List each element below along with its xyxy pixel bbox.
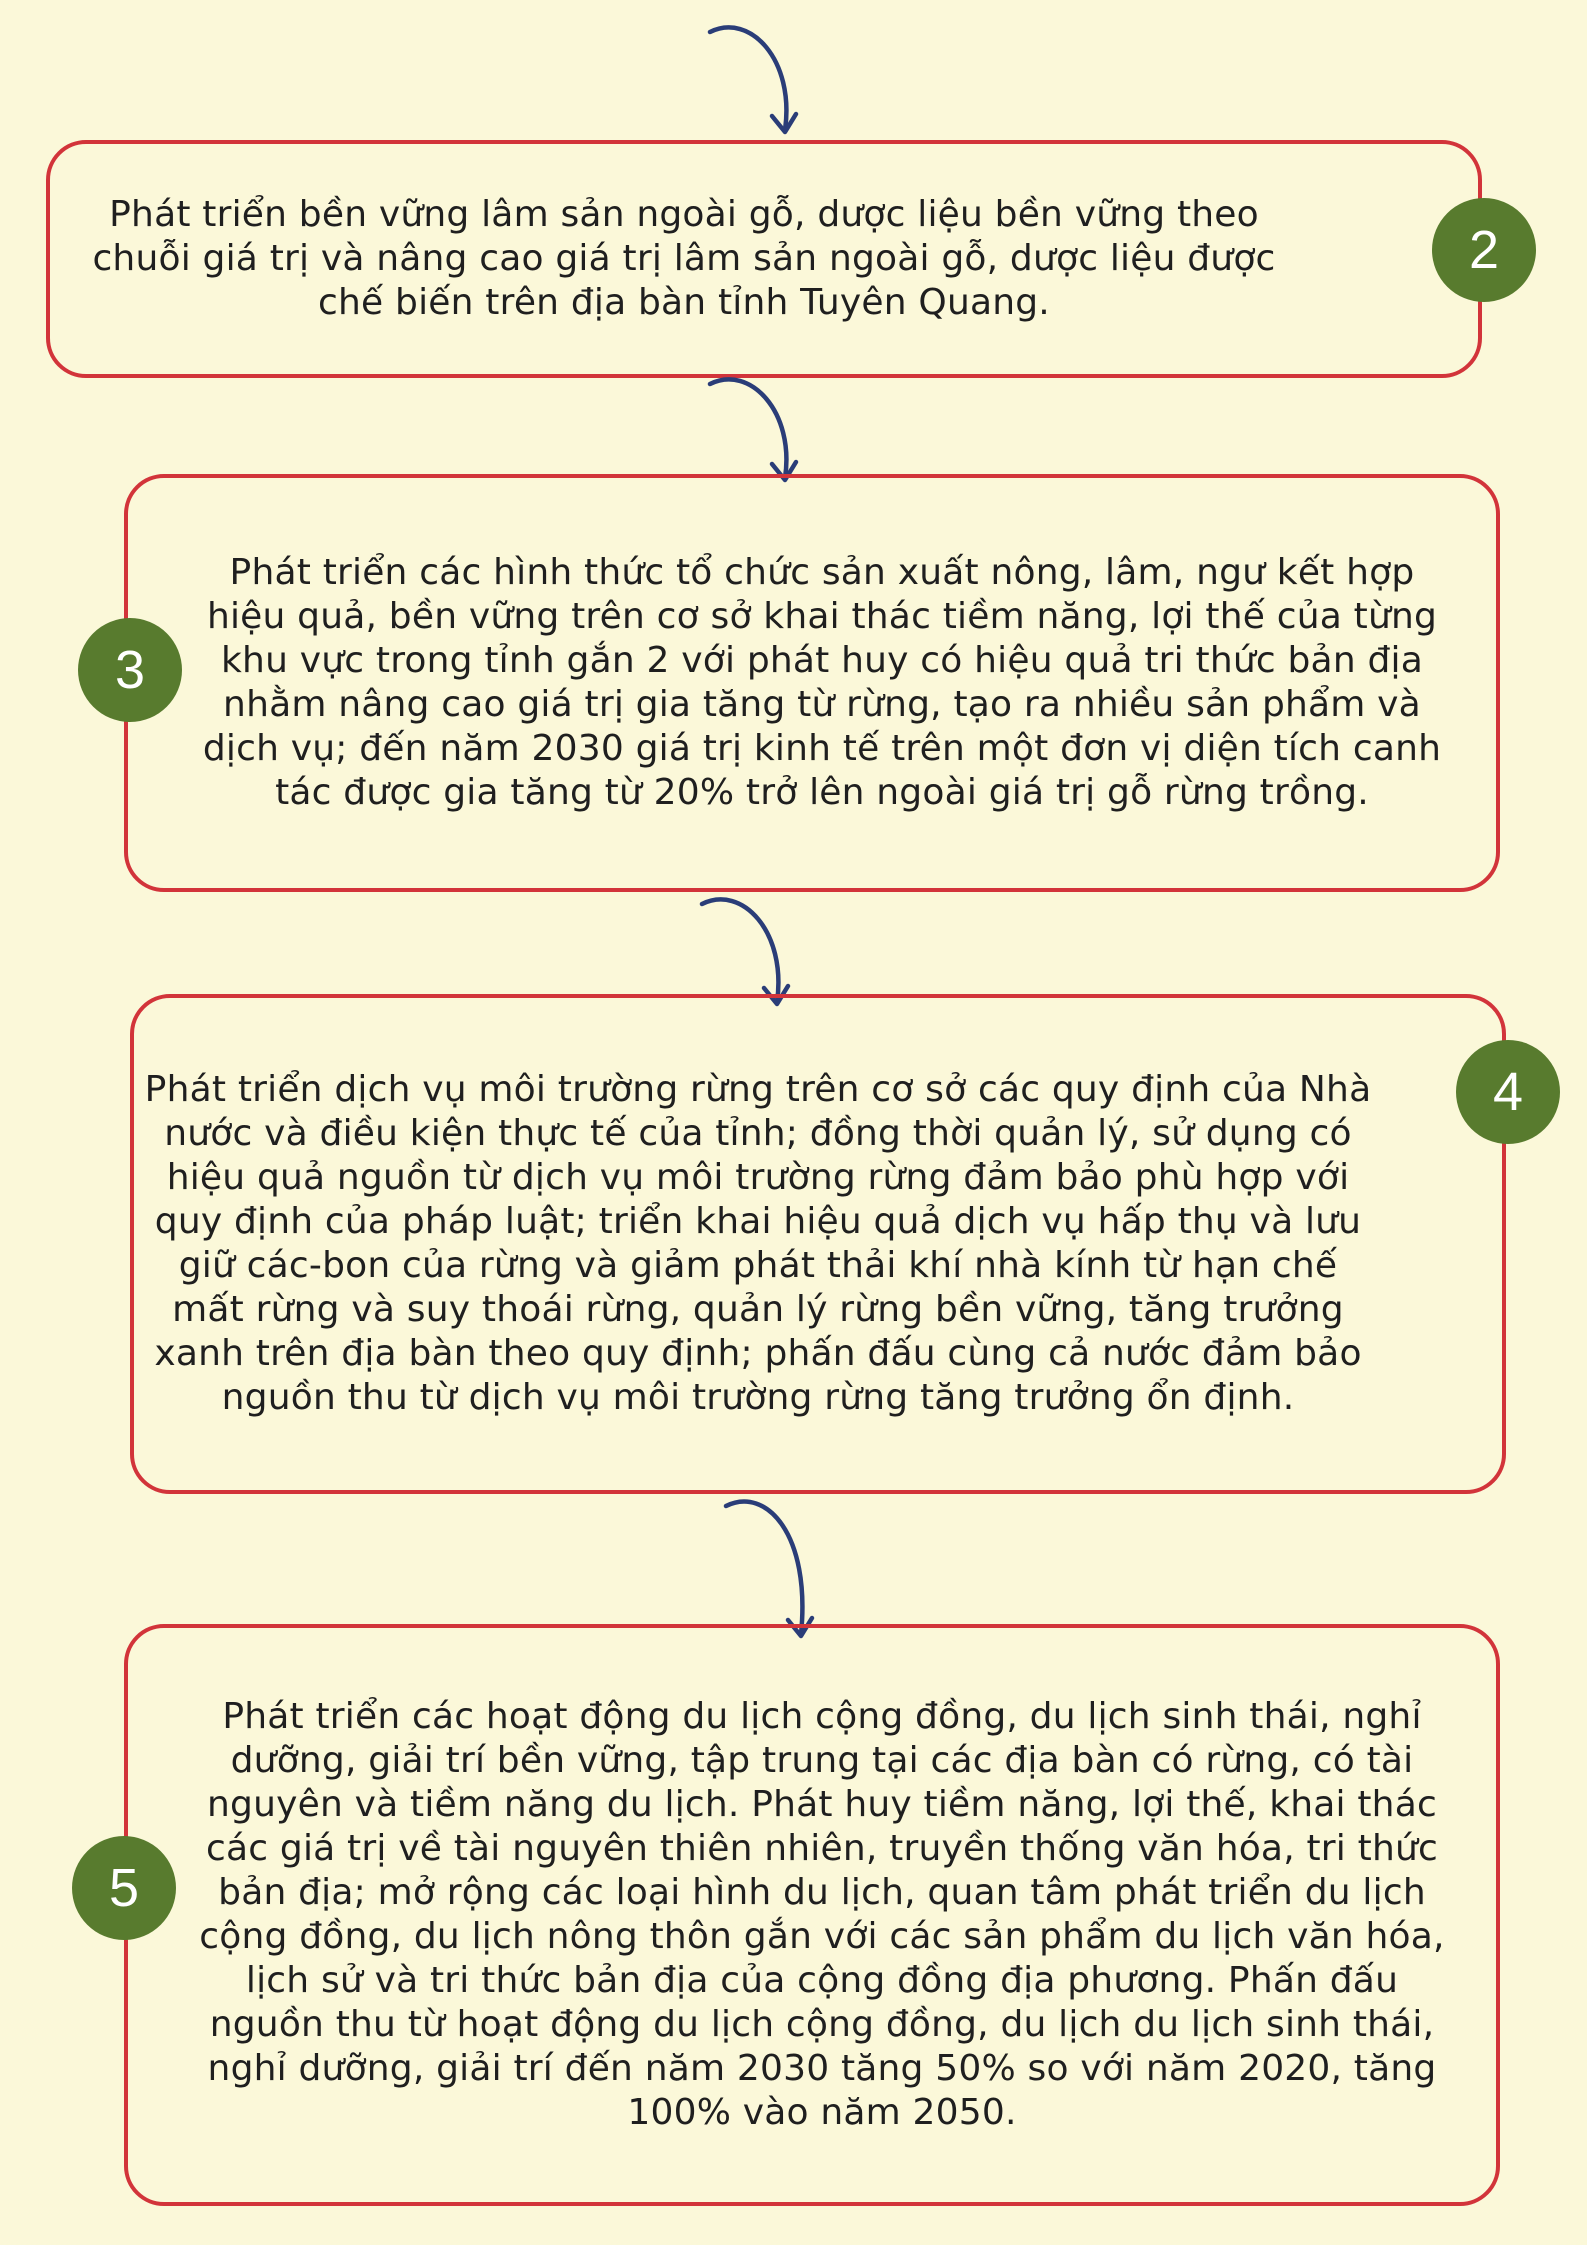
step-5-card: [124, 1624, 1500, 2206]
connector-arrow-icon: [716, 1494, 826, 1614]
step-2-text: Phát triển bền vững lâm sản ngoài gỗ, dược liệu bền vững theo chuỗi giá trị và nâng cao giá trị lâm sản ngoài gỗ, dược liệu được chế biến trên địa bàn tỉnh Tuyên Quang.: [92, 194, 1276, 323]
step-4-text: Phát triển dịch vụ môi trường rừng trên cơ sở các quy định của Nhà nước và điều kiện thực tế của tỉnh; đồng thời quản lý, sử dụng có hiệu quả nguồn từ dịch vụ môi trường rừng đảm bảo phù hợp với quy định của pháp luật; triển khai hiệu quả dịch vụ hấp thụ và lưu giữ các-bon của rừng và giảm phát thải khí nhà kính từ hạn chế mất rừng và suy thoái rừng, quản lý rừng bền vững, tăng trưởng xanh trên địa bàn theo quy định; phấn đấu cùng cả nước đảm bảo nguồn thu từ dịch vụ môi trường rừng tăng trưởng ổn định.: [144, 1069, 1372, 1418]
step-3-badge: 3: [78, 618, 182, 722]
connector-arrow-icon: [700, 20, 810, 140]
step-4-card: [130, 994, 1506, 1494]
step-3-card: [124, 474, 1500, 892]
step-5-text: Phát triển các hoạt động du lịch cộng đồng, du lịch sinh thái, nghỉ dưỡng, giải trí bền vững, tập trung tại các địa bàn có rừng, có tài nguyên và tiềm năng du lịch. Phát huy tiềm năng, lợi thế, khai thác các giá trị về tài nguyên thiên nhiên, truyền thống văn hóa, tri thức bản địa; mở rộng các loại hình du lịch, quan tâm phát triển du lịch cộng đồng, du lịch nông thôn gắn với các sản phẩm du lịch văn hóa, lịch sử và tri thức bản địa của cộng đồng địa phương. Phấn đấu nguồn thu từ hoạt động du lịch cộng đồng, du lịch du lịch sinh thái, nghỉ dưỡng, giải trí đến năm 2030 tăng 50% so với năm 2020, tăng 100% vào năm 2050.: [199, 1696, 1445, 2133]
step-3-text: Phát triển các hình thức tổ chức sản xuất nông, lâm, ngư kết hợp hiệu quả, bền vững trên cơ sở khai thác tiềm năng, lợi thế của từng khu vực trong tỉnh gắn 2 với phát huy có hiệu quả tri thức bản địa nhằm nâng cao giá trị gia tăng từ rừng, tạo ra nhiều sản phẩm và dịch vụ; đến năm 2030 giá trị kinh tế trên một đơn vị diện tích canh tác được gia tăng từ 20% trở lên ngoài giá trị gỗ rừng trồng.: [202, 552, 1442, 813]
step-2-badge: 2: [1432, 198, 1536, 302]
step-4-badge: 4: [1456, 1040, 1560, 1144]
step-5-badge: 5: [72, 1836, 176, 1940]
step-2-card: [46, 140, 1482, 378]
